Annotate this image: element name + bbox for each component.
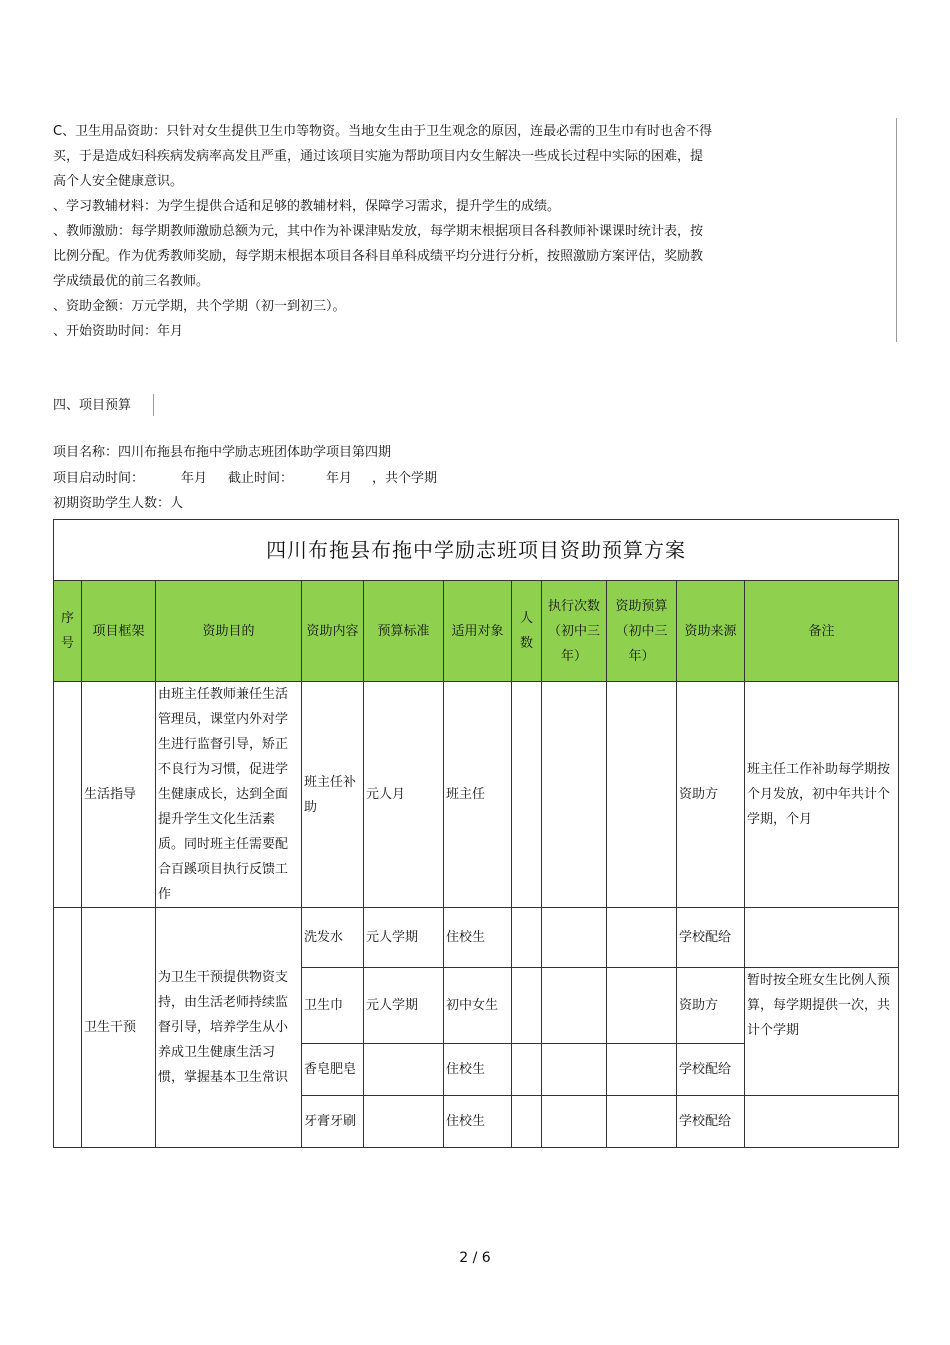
intro-line-3: 高个人安全健康意识。 bbox=[53, 174, 184, 189]
cell-standard bbox=[364, 1096, 444, 1148]
cell-content: 洗发水 bbox=[302, 908, 364, 968]
cell-times bbox=[542, 682, 607, 908]
cell-count bbox=[512, 1096, 542, 1148]
cell-content: 班主任补助 bbox=[302, 682, 364, 908]
cell-budget bbox=[607, 1044, 677, 1096]
start-time-label: 项目启动时间： bbox=[53, 471, 145, 486]
header-target: 适用对象 bbox=[444, 581, 512, 682]
cell-budget bbox=[607, 682, 677, 908]
end-time-label: 截止时间： bbox=[228, 471, 294, 486]
cell-count bbox=[512, 908, 542, 968]
cell-remark bbox=[745, 1096, 899, 1148]
cell-times bbox=[542, 908, 607, 968]
cell-framework: 卫生干预 bbox=[82, 908, 156, 1148]
intro-line-1: C、卫生用品资助：只针对女生提供卫生巾等物资。当地女生由于卫生观念的原因，连最必需的卫生巾有时也舍不得 bbox=[53, 124, 713, 139]
start-time-value: 年月 bbox=[181, 471, 208, 486]
intro-line-5: 、教师激励：每学期教师激励总额为元，其中作为补课津贴发放，每学期末根据项目各科教师补课课时统计表，按 bbox=[53, 224, 704, 239]
header-source: 资助来源 bbox=[677, 581, 745, 682]
header-content: 资助内容 bbox=[302, 581, 364, 682]
intro-line-7: 学成绩最优的前三名教师。 bbox=[53, 274, 210, 289]
cell-times bbox=[542, 1096, 607, 1148]
table-row-life bbox=[54, 682, 899, 908]
cell-source: 资助方 bbox=[677, 682, 745, 908]
cell-source: 资助方 bbox=[677, 968, 745, 1044]
cell-standard bbox=[364, 1044, 444, 1096]
cell-count bbox=[512, 682, 542, 908]
cell-standard: 元人学期 bbox=[364, 968, 444, 1044]
cell-budget bbox=[607, 908, 677, 968]
cell-source: 学校配给 bbox=[677, 1044, 745, 1096]
intro-line-4: 、学习教辅材料：为学生提供合适和足够的教辅材料，保障学习需求，提升学生的成绩。 bbox=[53, 199, 561, 214]
intro-right-rule bbox=[896, 118, 897, 342]
cell-target: 初中女生 bbox=[444, 968, 512, 1044]
cell-content: 香皂肥皂 bbox=[302, 1044, 364, 1096]
cell-purpose: 由班主任教师兼任生活管理员，课堂内外对学生进行监督引导，矫正不良行为习惯，促进学生健康成长，达到全面提升学生文化生活素质。同时班主任需要配合百蹊项目执行反馈工作 bbox=[156, 682, 302, 908]
cell-source: 学校配给 bbox=[677, 908, 745, 968]
heading-rule bbox=[153, 394, 154, 416]
cell-budget bbox=[607, 968, 677, 1044]
budget-table bbox=[53, 519, 899, 1148]
cell-content: 卫生巾 bbox=[302, 968, 364, 1044]
header-budget: 资助预算（初中三年） bbox=[607, 581, 677, 682]
header-count: 人数 bbox=[512, 581, 542, 682]
end-time-value: 年月 bbox=[326, 471, 353, 486]
intro-line-9: 、开始资助时间：年月 bbox=[53, 324, 184, 339]
cell-source: 学校配给 bbox=[677, 1096, 745, 1148]
cell-content: 牙膏牙刷 bbox=[302, 1096, 364, 1148]
cell-times bbox=[542, 1044, 607, 1096]
cell-remark: 班主任工作补助每学期按个月发放，初中年共计个学期，个月 bbox=[745, 682, 899, 908]
header-standard: 预算标准 bbox=[364, 581, 444, 682]
terms-count: ，共个学期 bbox=[372, 471, 438, 486]
intro-line-8: 、资助金额：万元学期，共个学期（初一到初三）。 bbox=[53, 299, 346, 314]
cell-count bbox=[512, 1044, 542, 1096]
cell-standard: 元人学期 bbox=[364, 908, 444, 968]
student-count: 初期资助学生人数：人 bbox=[53, 496, 184, 511]
intro-line-6: 比例分配。作为优秀教师奖励，每学期末根据本项目各科目单科成绩平均分进行分析，按照激励方案评估，奖励教 bbox=[53, 249, 704, 264]
page-number: 2 / 6 bbox=[459, 1250, 491, 1266]
project-name: 项目名称：四川布拖县布拖中学励志班团体助学项目第四期 bbox=[53, 445, 392, 460]
table-row-hygiene-1 bbox=[54, 908, 899, 968]
header-times: 执行次数（初中三年） bbox=[542, 581, 607, 682]
cell-times bbox=[542, 968, 607, 1044]
cell-remark bbox=[745, 908, 899, 968]
cell-purpose: 为卫生干预提供物资支持，由生活老师持续监督引导，培养学生从小养成卫生健康生活习惯，掌握基本卫生常识 bbox=[156, 908, 302, 1148]
cell-budget bbox=[607, 1096, 677, 1148]
section-heading: 四、项目预算 bbox=[53, 398, 132, 413]
cell-framework: 生活指导 bbox=[82, 682, 156, 908]
table-title: 四川布拖县布拖中学励志班项目资助预算方案 bbox=[54, 520, 899, 581]
header-remark: 备注 bbox=[745, 581, 899, 682]
cell-target: 班主任 bbox=[444, 682, 512, 908]
header-seq: 序号 bbox=[54, 581, 82, 682]
header-purpose: 资助目的 bbox=[156, 581, 302, 682]
cell-count bbox=[512, 968, 542, 1044]
cell-target: 住校生 bbox=[444, 908, 512, 968]
intro-line-2: 买，于是造成妇科疾病发病率高发且严重，通过该项目实施为帮助项目内女生解决一些成长过程中实际的困难，提 bbox=[53, 149, 704, 164]
header-framework: 项目框架 bbox=[82, 581, 156, 682]
cell-target: 住校生 bbox=[444, 1044, 512, 1096]
cell-remark: 暂时按全班女生比例人预算，每学期提供一次，共计个学期 bbox=[745, 968, 899, 1096]
cell-seq bbox=[54, 908, 82, 1148]
cell-standard: 元人月 bbox=[364, 682, 444, 908]
cell-seq bbox=[54, 682, 82, 908]
cell-target: 住校生 bbox=[444, 1096, 512, 1148]
